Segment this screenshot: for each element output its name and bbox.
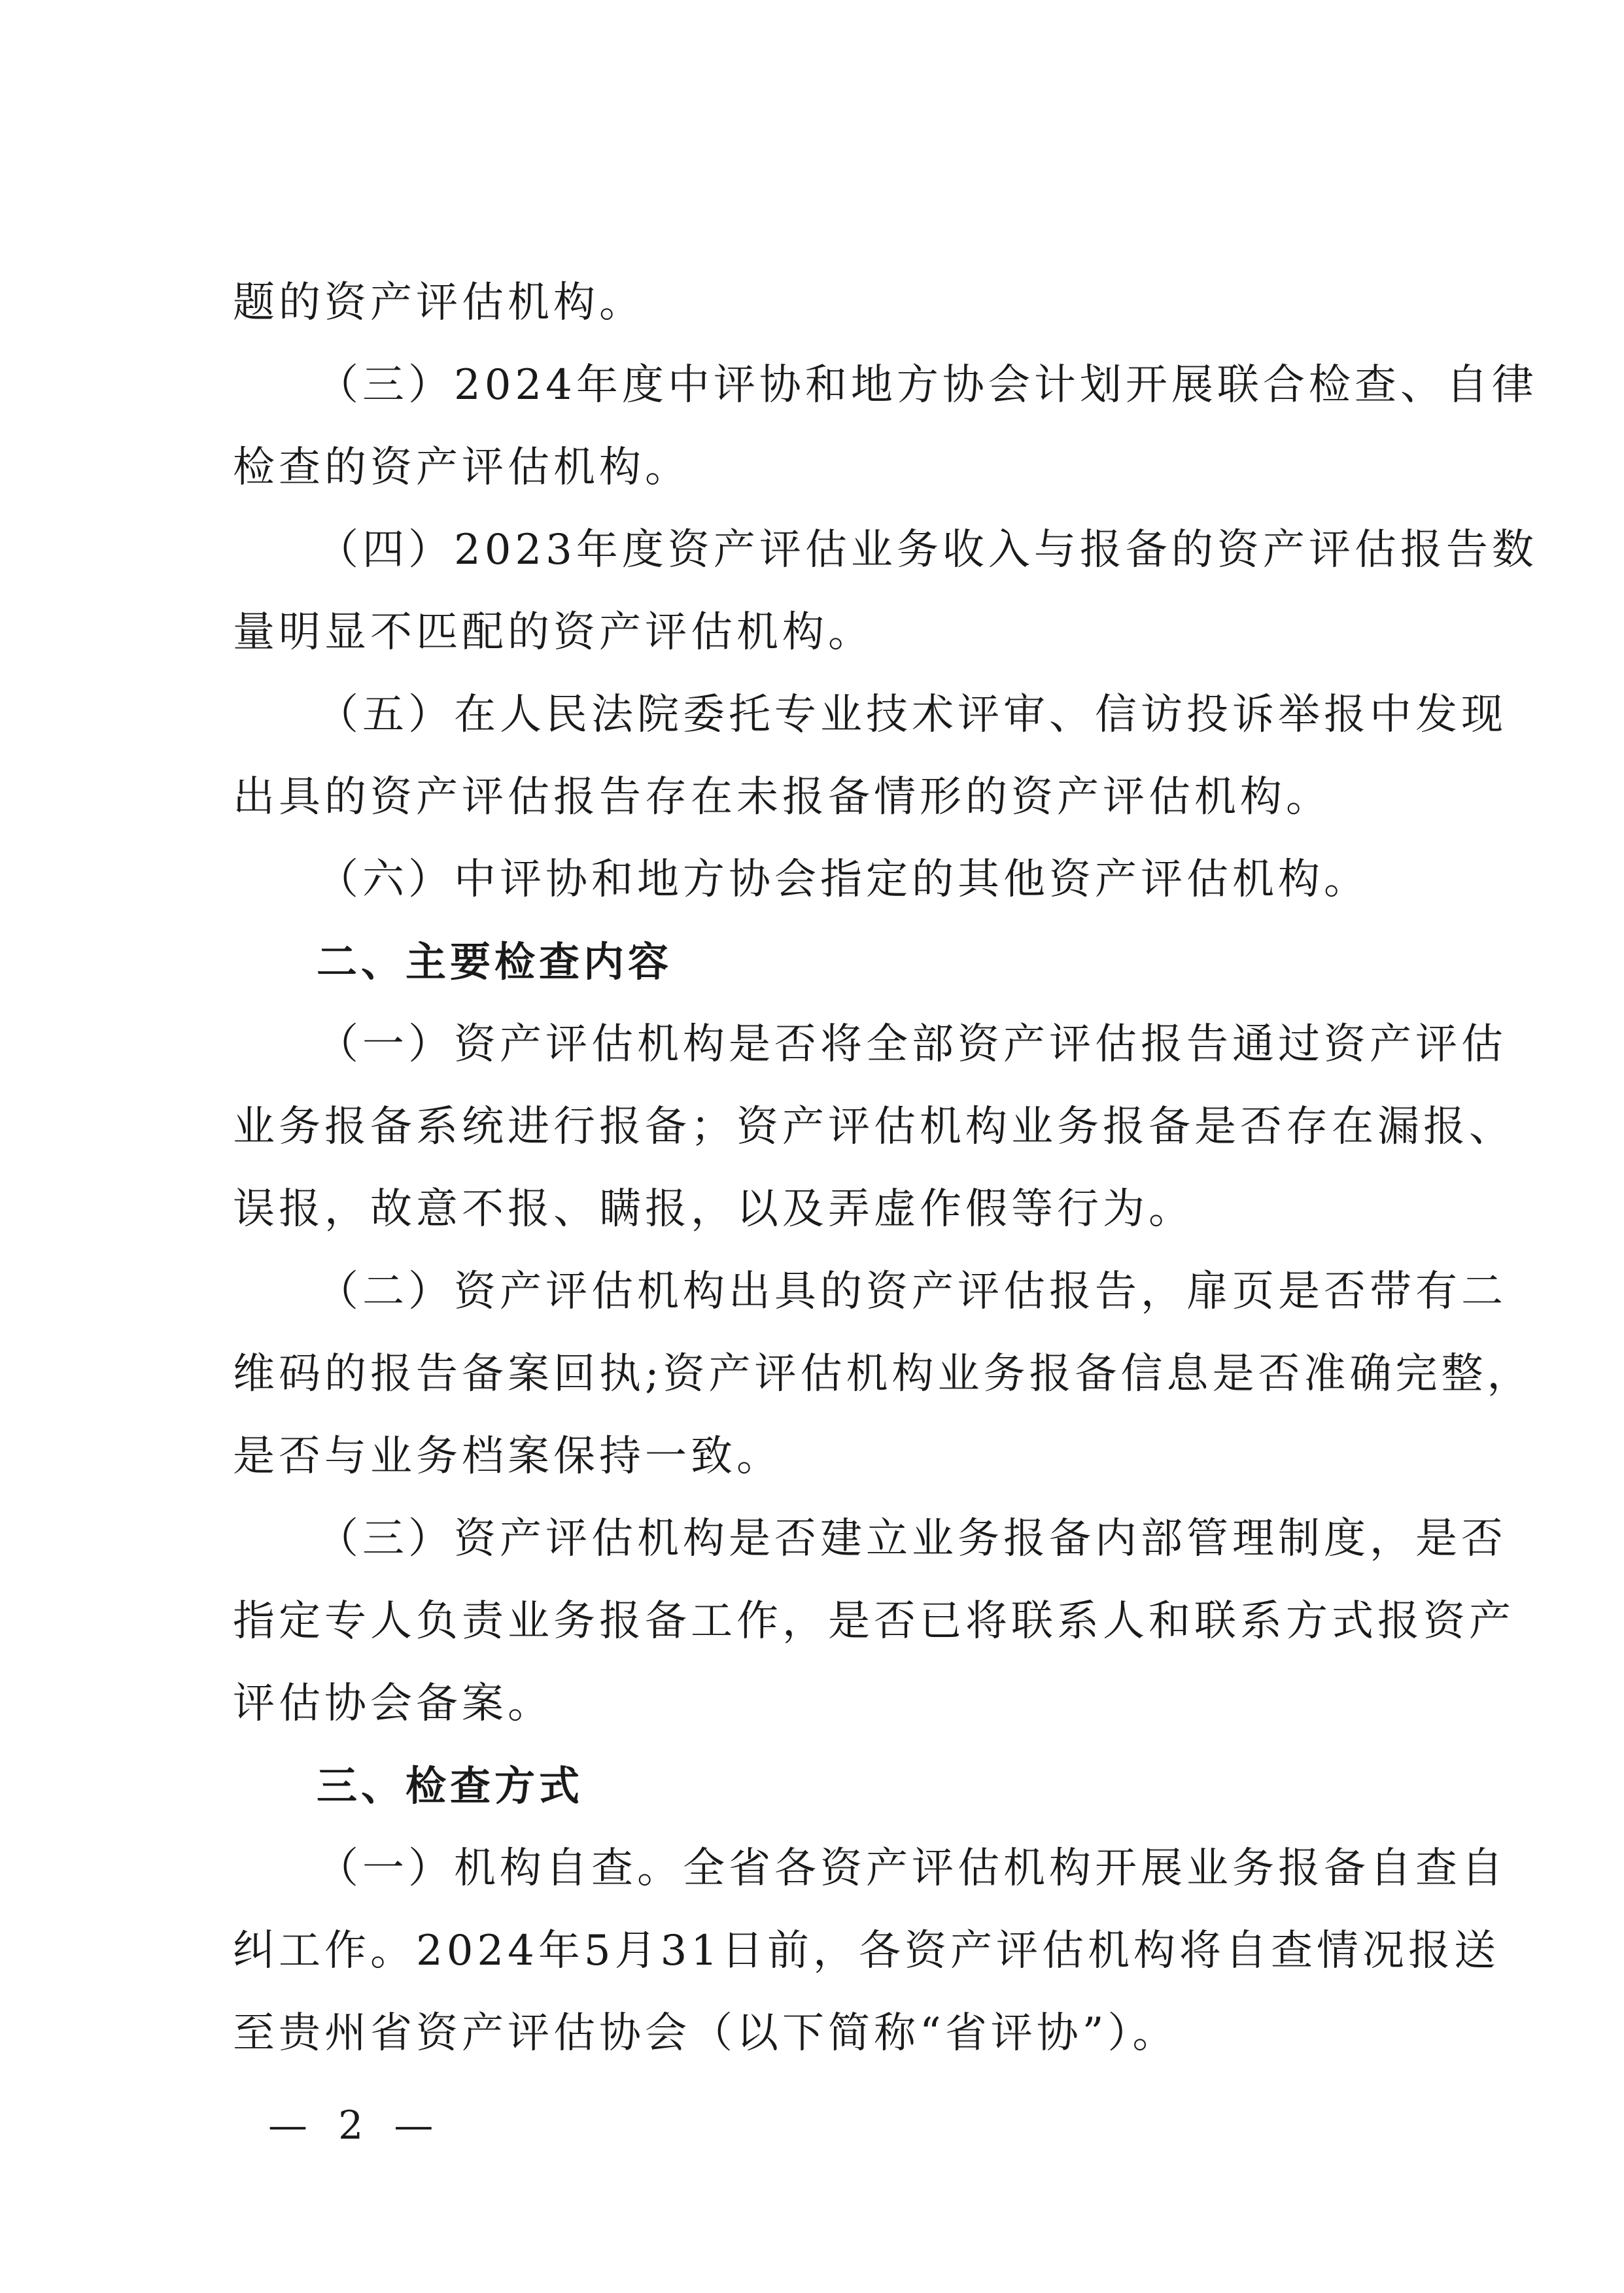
paragraph-line: （一）资产评估机构是否将全部资产评估报告通过资产评估 [317, 1020, 1507, 1069]
paragraph-line: 量明显不匹配的资产评估机构。 [233, 608, 874, 657]
paragraph-line: 至贵州省资产评估协会（以下简称“省评协”）。 [233, 2009, 1179, 2058]
paragraph-line: 纠工作。2024年5月31日前，各资产评估机构将自查情况报送 [233, 1927, 1500, 1975]
section-heading: 二、主要检查内容 [317, 938, 673, 986]
paragraph-line: （三）资产评估机构是否建立业务报备内部管理制度，是否 [317, 1515, 1507, 1563]
document-body [233, 262, 1538, 2075]
paragraph-line: 题的资产评估机构。 [233, 279, 645, 327]
paragraph-line: （五）在人民法院委托专业技术评审、信访投诉举报中发现 [317, 691, 1507, 739]
paragraph-line: 业务报备系统进行报备；资产评估机构业务报备是否存在漏报、 [233, 1103, 1515, 1151]
paragraph-line: （三）2024年度中评协和地方协会计划开展联合检查、自律 [317, 361, 1538, 409]
paragraph-line: （一）机构自查。全省各资产评估机构开展业务报备自查自 [317, 1844, 1507, 1893]
paragraph-line: 是否与业务档案保持一致。 [233, 1432, 782, 1481]
paragraph-line: 检查的资产评估机构。 [233, 443, 691, 492]
paragraph-line: 出具的资产评估报告存在未报备情形的资产评估机构。 [233, 773, 1332, 821]
paragraph-line: 评估协会备案。 [233, 1680, 553, 1728]
paragraph-line: 指定专人负责业务报备工作，是否已将联系人和联系方式报资产 [233, 1597, 1515, 1646]
paragraph-line: 误报，故意不报、瞒报，以及弄虚作假等行为。 [233, 1185, 1194, 1233]
page-number: — 2 — [268, 2103, 443, 2148]
paragraph-line: （二）资产评估机构出具的资产评估报告，扉页是否带有二 [317, 1267, 1507, 1316]
paragraph-line: （六）中评协和地方协会指定的其他资产评估机构。 [317, 855, 1370, 904]
section-heading: 三、检查方式 [317, 1762, 584, 1810]
paragraph-line: （四）2023年度资产评估业务收入与报备的资产评估报告数 [317, 526, 1538, 574]
paragraph-line: 维码的报告备案回执;资产评估机构业务报备信息是否准确完整， [233, 1350, 1533, 1398]
